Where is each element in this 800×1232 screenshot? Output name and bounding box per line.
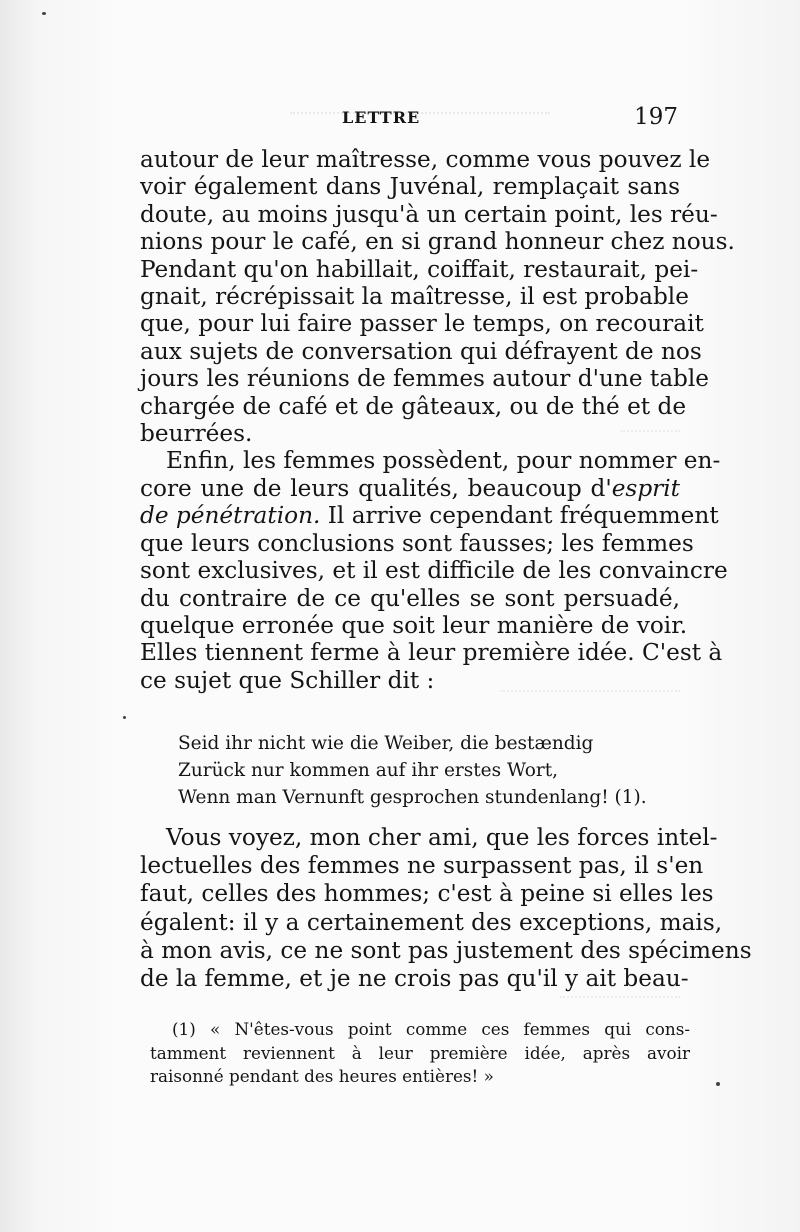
text-line: quelque erronée que soit leur manière de voir. — [140, 611, 688, 639]
text-line: voir également dans Juvénal, remplaçait sans — [140, 173, 680, 201]
text-line: Enfin, les femmes possèdent, pour nommer en- — [166, 447, 721, 475]
text-line: égalent: il y a certainement des exceptions, mais, — [140, 908, 723, 936]
footnote-line: tamment reviennent à leur première idée, après avoir — [150, 1042, 690, 1063]
verse-line: Zurück nur kommen auf ihr erstes Wort, — [178, 760, 559, 781]
ink-speck — [42, 12, 46, 15]
schiller-verse — [178, 730, 678, 811]
text-line: aux sujets de conversation qui défrayent de nos — [140, 337, 702, 365]
ink-speck — [123, 716, 126, 719]
paragraph-3 — [140, 824, 752, 993]
footnote-line: (1) « N'êtes-vous point comme ces femmes qui cons- — [172, 1019, 690, 1039]
text-line: Pendant qu'on habillait, coiffait, restaurait, pei- — [140, 255, 699, 283]
text-segment: Il arrive cependant fréquemment — [320, 502, 719, 530]
text-line: doute, au moins jusqu'à un certain point, les réu- — [140, 200, 718, 228]
italic-phrase: esprit — [611, 474, 680, 502]
text-line: faut, celles des hommes; c'est à peine si elles les — [140, 880, 714, 908]
text-line: beurrées. — [140, 420, 253, 448]
text-line: lectuelles des femmes ne surpassent pas, il s'en — [140, 852, 704, 880]
text-line — [140, 475, 680, 502]
text-line: de la femme, et je ne crois pas qu'il y ait beau- — [140, 965, 689, 993]
text-line: jours les réunions de femmes autour d'une table — [140, 365, 710, 393]
text-line: que, pour lui faire passer le temps, on recourait — [140, 310, 704, 338]
text-line: Vous voyez, mon cher ami, que les forces intel- — [166, 824, 718, 851]
text-line: sont exclusives, et il est difficile de les convaincre — [140, 557, 728, 585]
paragraph-1-and-2 — [140, 146, 735, 694]
text-line: que leurs conclusions sont fausses; les femmes — [140, 529, 694, 557]
text-line: nions pour le café, en si grand honneur chez nous. — [140, 228, 735, 256]
text-line: Elles tiennent ferme à leur première idée. C'est à — [140, 639, 723, 667]
ink-speck — [716, 1082, 720, 1086]
page-number: 197 — [634, 104, 678, 130]
verse-line: Wenn man Vernunft gesprochen stundenlang! (1). — [178, 787, 647, 808]
text-segment: core une de leurs qualités, beaucoup d' — [140, 474, 612, 502]
running-title: LETTRE — [342, 108, 421, 127]
italic-phrase: de pénétration. — [140, 502, 321, 530]
text-line: du contraire de ce qu'elles se sont persuadé, — [140, 584, 680, 612]
text-line: à mon avis, ce ne sont pas justement des spécimens — [140, 936, 752, 964]
text-line: gnait, récrépissait la maîtresse, il est probable — [140, 283, 689, 311]
page-header — [136, 104, 680, 134]
text-line: autour de leur maîtresse, comme vous pouvez le — [140, 146, 711, 173]
text-line: chargée de café et de gâteaux, ou de thé et de — [140, 392, 687, 420]
text-line — [140, 502, 719, 530]
text-line: ce sujet que Schiller dit : — [140, 666, 435, 694]
footnote — [150, 1018, 690, 1089]
bleed-through-texture — [560, 996, 680, 1018]
verse-line: Seid ihr nicht wie die Weiber, die bestændig — [178, 733, 594, 754]
footnote-line: raisonné pendant des heures entières! » — [150, 1066, 494, 1086]
